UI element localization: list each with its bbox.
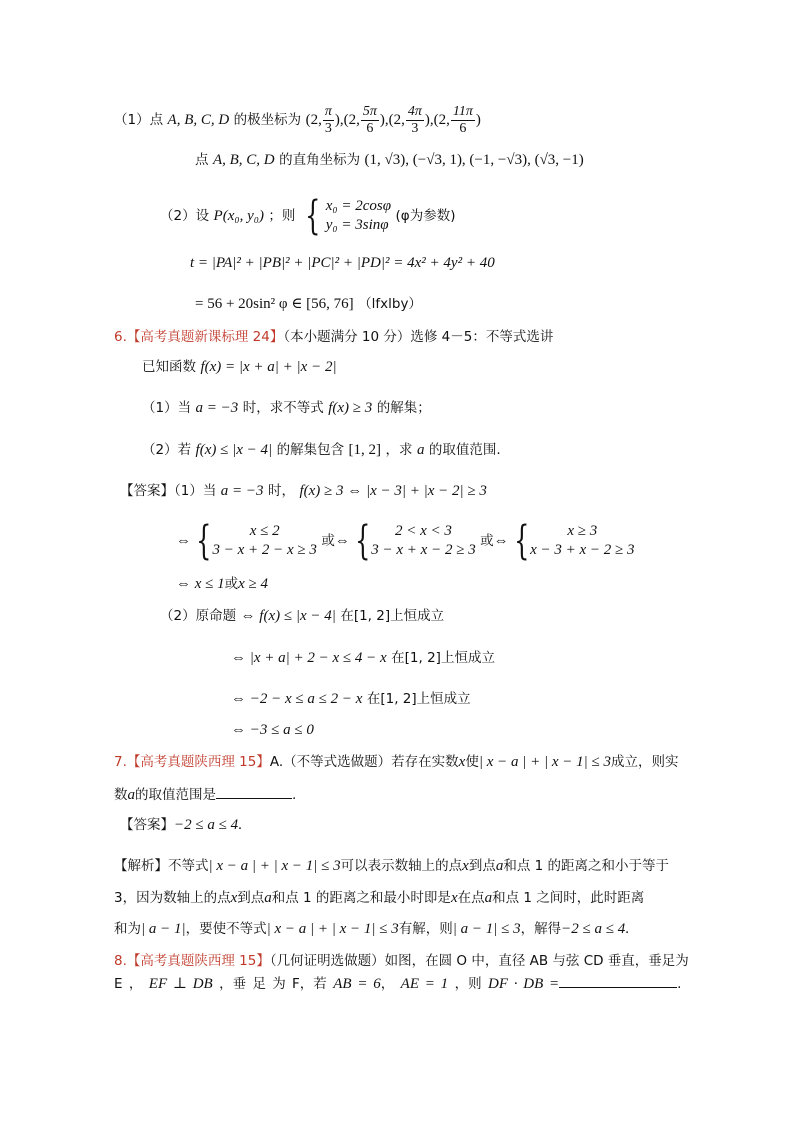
sub2-ineq: f(x) ≤ |x − 4| bbox=[195, 442, 273, 458]
ana1g: 和点 1 的距离之和小于等于 bbox=[503, 858, 670, 874]
sub1-post: 的解集； bbox=[376, 400, 431, 416]
q7-tag: 7.【高考真题陕西理 15】 bbox=[114, 754, 270, 770]
ana1d: x bbox=[462, 858, 469, 874]
ana2i: 和点 1 之间时，此时距离 bbox=[492, 890, 645, 906]
sub1-pre: （1）当 bbox=[142, 400, 192, 416]
ana1e: 到点 bbox=[468, 858, 496, 874]
q6-desc: （本小题满分 10 分）选修 4－5：不等式选讲 bbox=[283, 329, 554, 345]
rect-label: 点 bbox=[195, 152, 209, 168]
ans6-l4-eq: ⇔ f(x) ≤ |x − 4| bbox=[240, 608, 336, 624]
ana2a: 3，因为数轴上的点 bbox=[114, 890, 231, 906]
ana3g: ，解得 bbox=[520, 921, 562, 937]
ana2c: 到点 bbox=[237, 890, 265, 906]
q6-sub1 bbox=[142, 398, 431, 418]
q8-ae: AE = 1 bbox=[400, 976, 449, 992]
polar-line bbox=[114, 104, 481, 137]
brace-icon: { bbox=[196, 518, 212, 564]
q7-period: . bbox=[292, 787, 297, 803]
ans6-line4 bbox=[160, 606, 444, 626]
system-2 bbox=[371, 522, 475, 560]
or-1: 或 bbox=[321, 533, 335, 549]
ans6-l7-eq: ⇔ −3 ≤ a ≤ 0 bbox=[231, 722, 314, 738]
sub2-post: 的取值范围. bbox=[428, 442, 501, 458]
ana3i: . bbox=[625, 921, 629, 937]
q7-text2: 使 bbox=[465, 754, 479, 770]
ans6-l6-eq: ⇔ −2 − x ≤ a ≤ 2 − x bbox=[231, 691, 363, 707]
q7-text5: 的取值范围是 bbox=[135, 787, 216, 803]
polar-coords: (2, $\frac{\pi}{3}$ ),(2, $\frac{5\pi}{6}$ ),(2, $\frac{4\pi}{3}$ ),(2, $\frac{11\pi}{6}$ ) bbox=[305, 104, 481, 136]
q7-line2 bbox=[114, 784, 296, 805]
sys1-b: 3 − x + 2 − x ≥ 3 bbox=[212, 542, 317, 558]
ans6-l1-a: a = −3 bbox=[220, 483, 264, 499]
ana2e: 和点 1 的距离之和最小时即是 bbox=[271, 890, 451, 906]
brace-icon: { bbox=[304, 193, 321, 239]
ans6-l1-mid: 时， bbox=[268, 483, 295, 499]
q7-ans-value: −2 ≤ a ≤ 4 bbox=[174, 817, 239, 833]
answer-blank bbox=[216, 784, 292, 799]
q8-line2 bbox=[114, 973, 681, 994]
q8-text2a: E ， bbox=[114, 976, 143, 992]
sub1-mid: 时，求不等式 bbox=[242, 400, 324, 416]
q8-dfdb: DF · DB = bbox=[488, 976, 560, 992]
ans6-l1-eq: f(x) ≥ 3 ⇔ |x − 3| + |x − 2| ≥ 3 bbox=[299, 483, 487, 499]
q7-ans-dot: . bbox=[238, 817, 242, 833]
sys3-a: x ≥ 3 bbox=[567, 523, 598, 539]
ans6-l5-eq: ⇔ |x + a| + 2 − x ≤ 4 − x bbox=[231, 650, 387, 666]
ans6-systems bbox=[176, 520, 635, 562]
ana2h: a bbox=[484, 890, 493, 906]
sys2-b: 3 − x + x − 2 ≥ 3 bbox=[371, 542, 476, 558]
q7-text3: 成立，则实 bbox=[611, 754, 679, 770]
param-eq1: x₀ = 2cosφ bbox=[325, 198, 392, 214]
q6-tag: 6.【高考真题新课标理 24】 bbox=[114, 329, 284, 345]
q6-title bbox=[114, 327, 553, 347]
system-3 bbox=[530, 522, 634, 560]
answer-tag: 【答案】 bbox=[120, 817, 174, 833]
ans6-l4-post: 在[1, 2]上恒成立 bbox=[340, 608, 445, 624]
sub2-int: [1, 2] bbox=[348, 442, 382, 458]
sub1-ineq: f(x) ≥ 3 bbox=[328, 400, 373, 416]
q7-text4: 数 bbox=[114, 787, 128, 803]
ans6-l5-post: 在[1, 2]上恒成立 bbox=[391, 650, 495, 666]
points-abcd: A, B, C, D bbox=[167, 111, 230, 128]
point-p: P(x₀, y₀) bbox=[213, 208, 264, 224]
q8-ab: AB = 6 bbox=[333, 976, 381, 992]
ans6-line6 bbox=[231, 689, 471, 709]
or-2: 或 bbox=[480, 533, 494, 549]
ana3c: ，要使不等式 bbox=[185, 921, 267, 937]
iff-symbol: ⇔ bbox=[176, 533, 191, 549]
then-text: ；则 bbox=[268, 208, 296, 224]
q8-comma: ， bbox=[380, 976, 395, 992]
part2-label: （2）设 bbox=[160, 208, 210, 224]
sys1-a: x ≤ 2 bbox=[249, 523, 280, 539]
t-equation: t = |PA|² + |PB|² + |PC|² + |PD|² = 4x² + 4y² + 40 bbox=[190, 255, 495, 271]
sys3-b: x − 3 + x − 2 ≥ 3 bbox=[530, 542, 635, 558]
rect-points: A, B, C, D bbox=[212, 152, 275, 168]
result-line bbox=[195, 294, 422, 314]
sub2-mid: 的解集包含 bbox=[276, 442, 345, 458]
brace-icon: { bbox=[513, 518, 530, 564]
iff-symbol: ⇔ bbox=[493, 533, 509, 549]
answer-blank bbox=[559, 973, 677, 988]
ans6-l3-a: ⇔ x ≤ 1 bbox=[176, 576, 225, 592]
ana3b: | a − 1| bbox=[141, 921, 186, 937]
rect-coords: (1, √3), (−√3, 1), (−1, −√3), (√3, −1) bbox=[364, 152, 584, 168]
sub2-a: a bbox=[416, 442, 425, 458]
q7-analysis-3 bbox=[114, 919, 629, 939]
ans6-l4-pre: （2）原命题 bbox=[160, 608, 237, 624]
system-1 bbox=[212, 522, 316, 560]
q7-a: a bbox=[127, 787, 135, 803]
q7-x: x bbox=[458, 754, 466, 770]
sub1-a: a = −3 bbox=[195, 400, 239, 416]
ans6-l3-b: x ≥ 4 bbox=[238, 576, 269, 592]
part1-label: （1）点 bbox=[114, 111, 164, 128]
brace-icon: { bbox=[354, 518, 371, 564]
q7-ineq: | x − a | + | x − 1| ≤ 3 bbox=[478, 754, 611, 770]
q7-line1 bbox=[114, 752, 679, 772]
ans6-l6-post: 在[1, 2]上恒成立 bbox=[366, 691, 471, 707]
q8-ef: EF ⊥ DB bbox=[148, 976, 213, 992]
q7-answer bbox=[120, 815, 242, 835]
q8-text1: （几何证明选做题）如图，在圆 O 中，直径 AB 与弦 CD 垂直，垂足为 bbox=[269, 953, 689, 969]
given-text: 已知函数 bbox=[142, 359, 196, 375]
param-note: (φ为参数) bbox=[395, 208, 456, 224]
param-line bbox=[160, 193, 456, 239]
q8-period: . bbox=[677, 976, 682, 992]
answer-tag: 【答案】 bbox=[120, 483, 174, 499]
ana3d: | x − a | + | x − 1| ≤ 3 bbox=[266, 921, 399, 937]
q7-analysis-2 bbox=[114, 888, 644, 908]
analysis-tag: 【解析】 bbox=[114, 858, 168, 874]
q8-text2c: ，则 bbox=[454, 976, 482, 992]
sys2-a: 2 < x < 3 bbox=[395, 523, 452, 539]
ana2f: x bbox=[450, 890, 458, 906]
q6-sub2 bbox=[142, 440, 501, 460]
ana2d: a bbox=[264, 890, 272, 906]
param-system bbox=[326, 197, 391, 235]
ans6-line7 bbox=[231, 720, 314, 740]
ans6-l1-pre: （1）当 bbox=[174, 483, 217, 499]
ana3a: 和为 bbox=[114, 921, 141, 937]
result-equation: = 56 + 20sin² φ ∈ [56, 76] bbox=[195, 296, 354, 312]
param-eq2: y₀ = 3sinφ bbox=[325, 217, 389, 233]
sub2-mid2: ，求 bbox=[385, 442, 413, 458]
ana1a: 不等式 bbox=[168, 858, 209, 874]
ans6-line3 bbox=[176, 574, 268, 594]
q6-given bbox=[142, 357, 337, 377]
rect-text: 的直角坐标为 bbox=[279, 152, 361, 168]
ana2b: x bbox=[230, 890, 238, 906]
q8-text2b: ，垂 足 为 F，若 bbox=[219, 976, 327, 992]
watermark-text: （lfxlby） bbox=[358, 296, 422, 312]
ana3e: 有解，则 bbox=[398, 921, 453, 937]
q8-line1 bbox=[114, 951, 689, 971]
ana1b: | x − a | + | x − 1| ≤ 3 bbox=[208, 858, 341, 874]
or-3: 或 bbox=[224, 576, 239, 592]
function-def: f(x) = |x + a| + |x − 2| bbox=[200, 359, 337, 375]
sub2-pre: （2）若 bbox=[142, 442, 192, 458]
q7-analysis-1 bbox=[114, 856, 669, 876]
ans6-line1 bbox=[120, 481, 487, 501]
q7-text1: A.（不等式选做题）若存在实数 bbox=[269, 754, 459, 770]
ana1c: 可以表示数轴上的点 bbox=[340, 858, 463, 874]
ana2g: 在点 bbox=[457, 890, 485, 906]
t-line bbox=[190, 253, 495, 273]
ana1f: a bbox=[495, 858, 504, 874]
ana3f: | a − 1| ≤ 3 bbox=[452, 921, 521, 937]
rect-line bbox=[195, 150, 584, 170]
q8-tag: 8.【高考真题陕西理 15】 bbox=[114, 953, 270, 969]
ana3h: −2 ≤ a ≤ 4 bbox=[561, 921, 626, 937]
polar-text: 的极坐标为 bbox=[233, 111, 302, 128]
ans6-line5 bbox=[231, 648, 495, 668]
iff-symbol: ⇔ bbox=[334, 533, 350, 549]
